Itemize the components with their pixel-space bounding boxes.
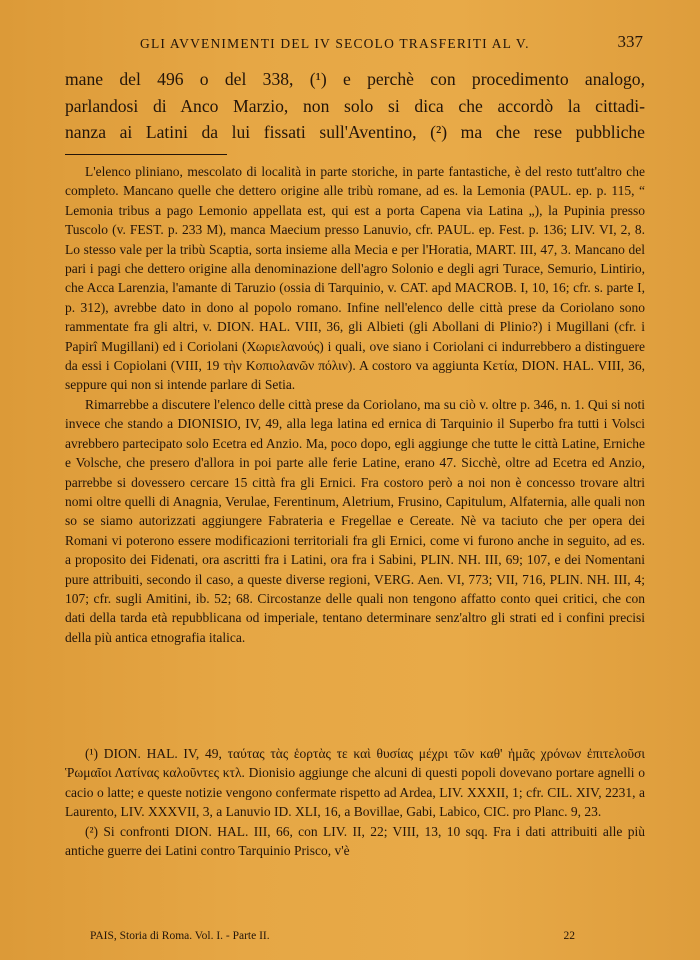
- footnote: (²) Si confronti DION. HAL. III, 66, con LIV. II, 22; VIII, 13, 10 sqq. Fra i dati attribuiti alle più antiche guerre dei Latini contro Tarquinio Prisco, v'è: [65, 823, 645, 859]
- running-title: GLI AVVENIMENTI DEL IV SECOLO TRASFERITI AL V.: [140, 36, 530, 51]
- excursus-paragraph: L'elenco pliniano, mescolato di località in parte storiche, in parte fantastiche, è del resto tutt'altro che completo. Mancano quelle che dettero origine alle tribù romane, ad es. la Lemonia (PAUL. ep. p. 115, “ Lemonia tribus a pago Lemonio appellata est, qui est a porta Capena via Latina „), la Pupinia presso Tuscolo (v. FEST. p. 233 M), manca Maecium presso Lanuvio, cfr. PAUL. ep. Fest. p. 136; LIV. VI, 2, 8. Lo stesso vale per la tribù Scaptia, sorta insieme alla Mecia e per l'Horatia, MART. III, 47, 3. Mancano del pari i pagi che dettero origine alla denominazione dell'agro Solonio e degli agri Turace, Semurio, Lintirio, che Acca Larenzia, l'amante di Taruzio (ossia di Tarquinio, v. CAT. apd MACROB. I, 10, 16; cfr. s. parte I, p. 312), avrebbe dato in dono al popolo romano. Infine nell'elenco delle città prese da Coriolano sono rammentate fra gli altri, v. DION. HAL. VIII, 36, gli Albieti (gli Abollani di Plinio?) i Mugillani (cfr. i Papirî Mugillani) ed i Coriolani (Χωριελανούς) i quali, ove siano i Coriolani ci indurrebbero a distinguere da essi i Copiolani (VIII, 19 τὴν Κοπιολανῶν πόλιν). A costoro va aggiunta Κετία, DION. HAL. VIII, 36, seppure qui non si intende parlare di Setia.: [65, 164, 645, 393]
- footnotes: [65, 744, 645, 860]
- excursus-notes: [65, 162, 645, 647]
- main-text-line: parlandosi di Anco Marzio, non solo si dica che accordò la cittadi-: [65, 95, 645, 116]
- printer-signature: [90, 930, 575, 948]
- signature-title: PAIS, Storia di Roma. Vol. I. - Parte II.: [90, 930, 270, 942]
- running-head: [65, 32, 645, 56]
- main-text-line: nanza ai Latini da lui fissati sull'Aventino, (²) ma che rese pubbliche: [65, 122, 645, 142]
- main-text: [65, 66, 645, 146]
- main-text-line: mane del 496 o del 338, (¹) e perchè con procedimento analogo,: [65, 69, 645, 89]
- excursus-paragraph: Rimarrebbe a discutere l'elenco delle città prese da Coriolano, ma su ciò v. oltre p. 346, n. 1. Qui si noti invece che stando a DIONISIO, IV, 49, alla lega latina ed ernica di Tarquinio il Superbo fra tutti i Volsci avrebbero partecipato solo Ecetra ed Anzio. Ma, poco dopo, egli aggiunge che tutte le città Latine, Erniche e Volsche, che presero d'allora in poi parte alle ferie Latine, erano 47. Sicchè, oltre ad Ecetra ed Anzio, parrebbe si dovessero cercare 15 città fra gli Ernici. Fra costoro però a noi non è concesso trovare altri nomi oltre quelli di Anagnia, Verulae, Ferentinum, Aletrium, Frusino, Capitulum, Alfaternia, alle quali non so se siamo autorizzati aggiungere Fabrateria e Fregellae e Cereate. Nè va taciuto che per opera dei Romani vi poterono essere modificazioni territoriali fra gli Ernici, come vi furono anche in seguito, ad es. a proposito dei Fidenati, ora ascritti fra i Latini, ora fra i Sabini, PLIN. NH. III, 69; 107, e dei Nomentani pure attribuiti, secondo il caso, a queste diverse regioni, VERG. Aen. VI, 773; VII, 716, PLIN. NH. III, 4; 107; cfr. sugli Amitini, ib. 52; 68. Circostanze delle quali non tengono affatto conto quei critici, che con dati della tarda età repubblicana od imperiale, tentano determinare senz'altro gli strati ed i confini precisi della più antica etnografia italica.: [65, 396, 645, 645]
- page-number: 337: [617, 32, 643, 51]
- signature-number: 22: [563, 930, 575, 942]
- footnote-separator-rule: [65, 154, 227, 155]
- footnote: (¹) DION. HAL. IV, 49, ταύτας τὰς ἑορτὰς τε καὶ θυσίας μέχρι τῶν καθ' ἡμᾶς χρόνων ἐπιτελοῦσι Ῥωμαῖοι Λατίνας καλοῦντες κτλ. Dionisio aggiunge che alcuni di questi popoli dovevano portare agnelli o cacio o latte; e queste notizie vengono confermate rispetto ad Ardea, LIV. XXXII, 1; cfr. CIL. XIV, 2231, a Laurento, LIV. XXXVII, 3, a Lanuvio ID. XLI, 16, a Bovillae, Gabi, Labico, CIC. pro Planc. 9, 23.: [65, 746, 645, 820]
